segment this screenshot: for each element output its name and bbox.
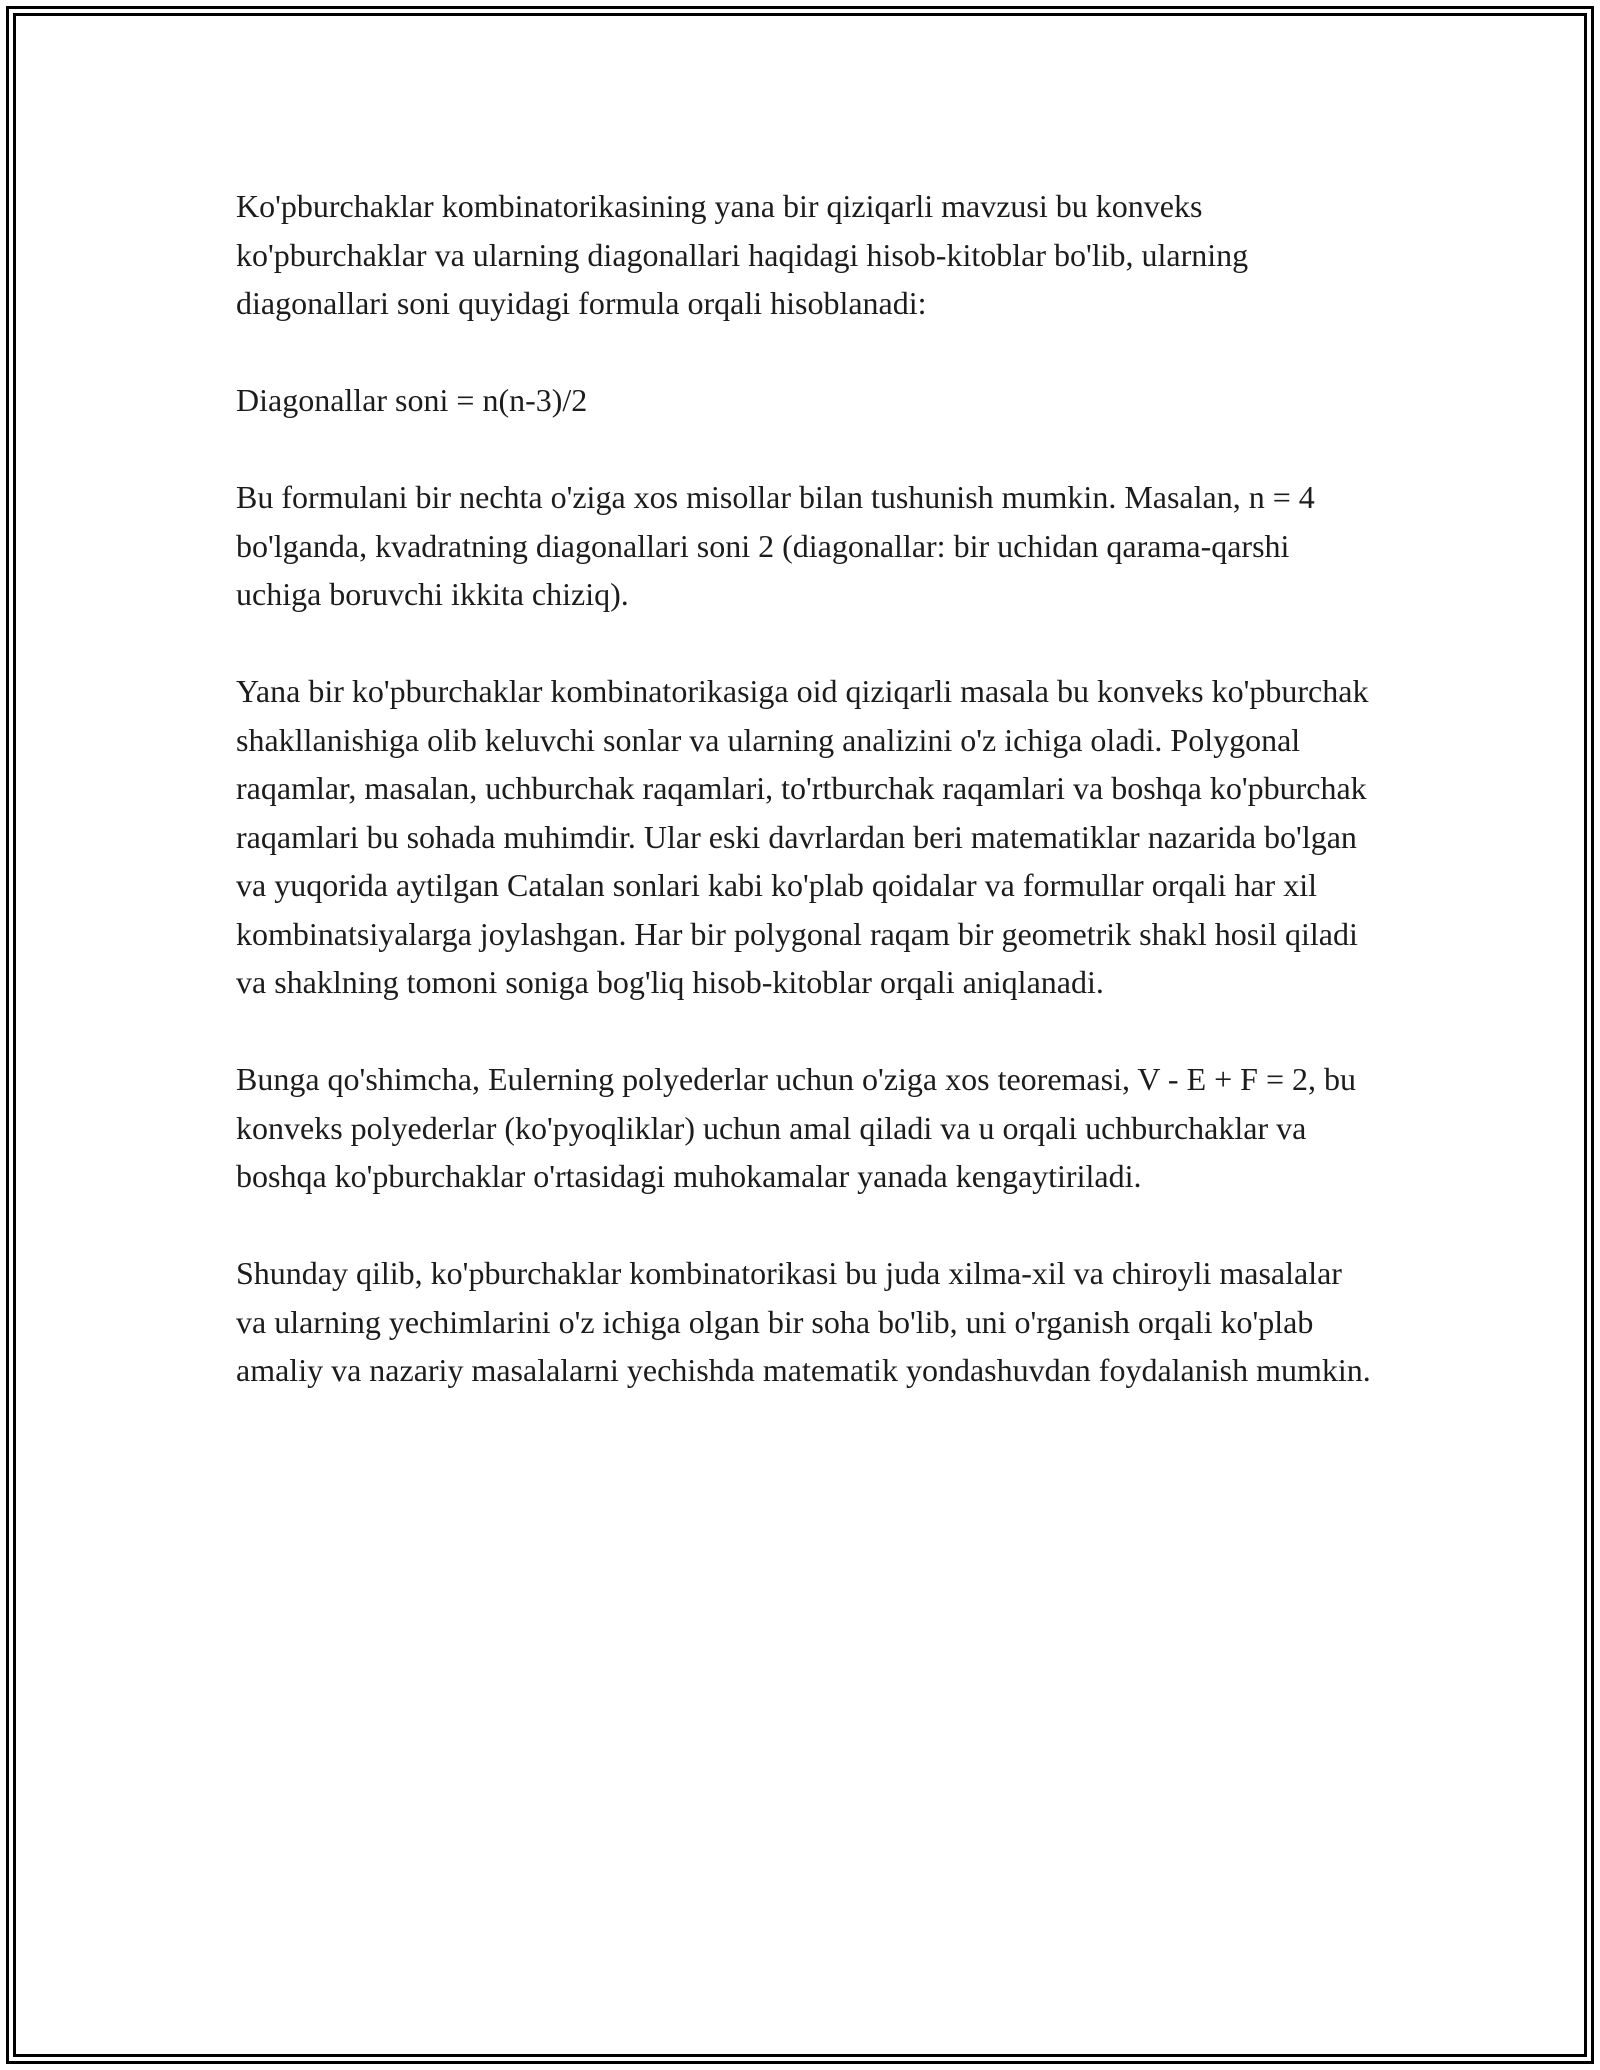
paragraph-conclusion: Shunday qilib, ko'pburchaklar kombinatorikasi bu juda xilma-xil va chiroyli masalalar va ularning yechimlarini o'z ichiga olgan bir soha bo'lib, uni o'rganish orqali ko'plab amaliy va nazariy masalalarni yechishda matematik yondashuvdan foydalanish mumkin. (236, 1255, 1371, 1388)
paragraph-formula: Diagonallar soni = n(n-3)/2 (236, 382, 588, 418)
paragraph-polygonal-numbers: Yana bir ko'pburchaklar kombinatorikasiga oid qiziqarli masala bu konveks ko'pburchak shakllanishiga olib keluvchi sonlar va ularning analizini o'z ichiga oladi. Polygonal raqamlar, masalan, uchburchak raqamlari, to'rtburchak raqamlari va boshqa ko'pburchak raqamlari bu sohada muhimdir. Ular eski davrlardan beri matematiklar nazarida bo'lgan va yuqorida aytilgan Catalan sonlari kabi ko'plab qoidalar va formullar orqali har xil kombinatsiyalarga joylashgan. Har bir polygonal raqam bir geometrik shakl hosil qiladi va shaklning tomoni soniga bog'liq hisob-kitoblar orqali aniqlanadi. (236, 673, 1369, 1000)
paragraph-intro: Ko'pburchaklar kombinatorikasining yana bir qiziqarli mavzusi bu konveks ko'pburchaklar va ularning diagonallari haqidagi hisob-kitoblar bo'lib, ularning diagonallari soni quyidagi formula orqali hisoblanadi: (236, 188, 1249, 321)
document-body (236, 182, 1376, 1395)
paragraph-example: Bu formulani bir nechta o'ziga xos misollar bilan tushunish mumkin. Masalan, n = 4 bo'lganda, kvadratning diagonallari soni 2 (diagonallar: bir uchidan qarama-qarshi uchiga boruvchi ikkita chiziq). (236, 479, 1315, 612)
paragraph-euler: Bunga qo'shimcha, Eulerning polyederlar uchun o'ziga xos teoremasi, V - E + F = 2, bu konveks polyederlar (ko'pyoqliklar) uchun amal qiladi va u orqali uchburchaklar va boshqa ko'pburchaklar o'rtasidagi muhokamalar yanada kengaytiriladi. (236, 1061, 1356, 1194)
